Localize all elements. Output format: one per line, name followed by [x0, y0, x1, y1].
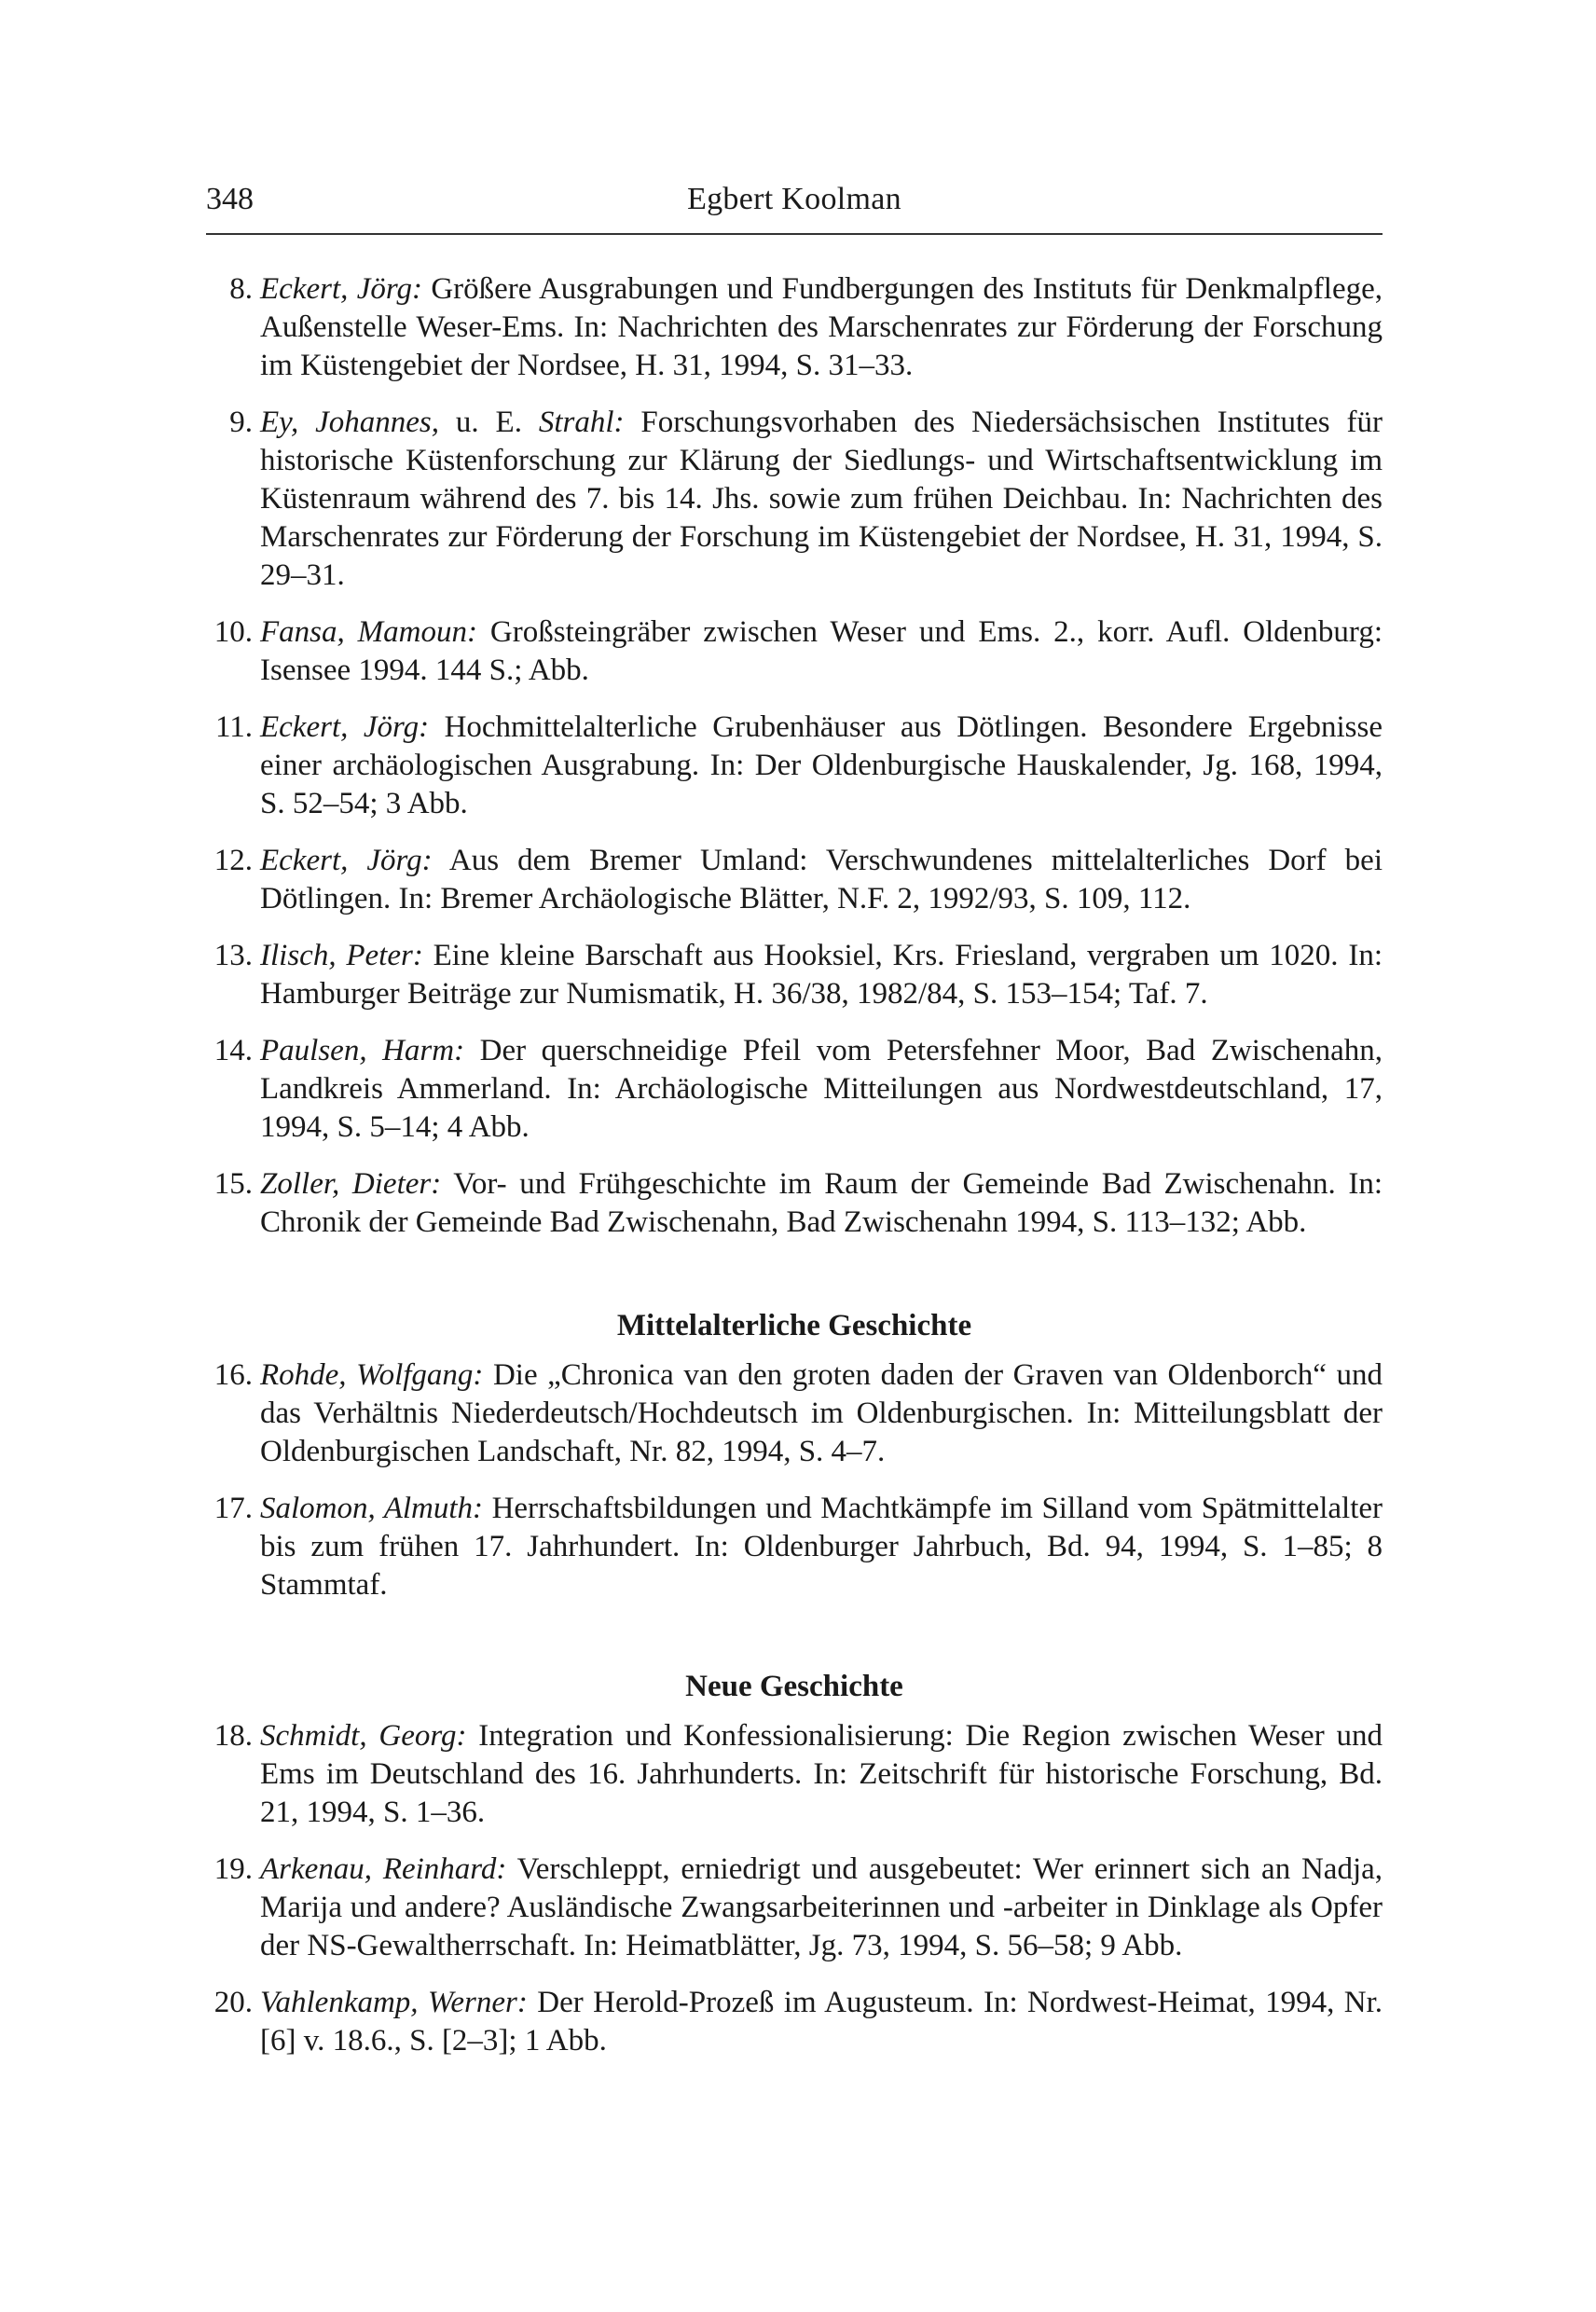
entry-author: Paulsen, Harm:	[260, 1034, 465, 1067]
entry-number: 17.	[213, 1492, 253, 1525]
entry-group-medieval	[206, 1356, 1383, 1604]
bibliography-entry	[206, 613, 1383, 690]
bibliography-entry	[206, 937, 1383, 1013]
entry-text: Der Herold-Prozeß im Augusteum. In: Nordwest-Heimat, 1994, Nr. [6] v. 18.6., S. [2–3]; 1 Abb.	[260, 1986, 1383, 2057]
page-header	[206, 182, 1383, 228]
entry-author: Rohde, Wolfgang:	[260, 1358, 484, 1392]
entry-number: 11.	[214, 710, 253, 744]
entry-text: Aus dem Bremer Umland: Verschwundenes mittelalterliches Dorf bei Dötlingen. In: Bremer Archäologische Blätter, N.F. 2, 1992/93, S. 109, 112.	[260, 844, 1383, 915]
bibliography-content	[206, 270, 1383, 2079]
entry-number: 8.	[229, 272, 253, 306]
page-number: 348	[206, 182, 254, 216]
entry-author: Vahlenkamp, Werner:	[260, 1986, 528, 2019]
bibliography-entry	[206, 1490, 1383, 1604]
entry-text: Hochmittelalterliche Grubenhäuser aus Dötlingen. Besondere Ergebnisse einer archäologischen Ausgrabung. In: Der Oldenburgische Hauskalender, Jg. 168, 1994, S. 52–54; 3 Abb.	[260, 710, 1383, 820]
entry-text: Herrschaftsbildungen und Machtkämpfe im Silland vom Spätmittelalter bis zum frühen 17. Jahrhundert. In: Oldenburger Jahrbuch, Bd. 94, 1994, S. 1–85; 8 Stammtaf.	[260, 1492, 1383, 1602]
entry-text: Integration und Konfessionalisierung: Die Region zwischen Weser und Ems im Deutschland des 16. Jahrhunderts. In: Zeitschrift für historische Forschung, Bd. 21, 1994, S. 1–36.	[260, 1719, 1383, 1829]
section-heading-medieval: Mittelalterliche Geschichte	[616, 1309, 972, 1342]
entry-number: 18.	[213, 1719, 253, 1753]
entry-number: 13.	[213, 939, 253, 972]
entry-text: Eine kleine Barschaft aus Hooksiel, Krs. Friesland, vergraben um 1020. In: Hamburger Beiträge zur Numismatik, H. 36/38, 1982/84, S. 153–154; Taf. 7.	[260, 939, 1383, 1011]
entry-number: 16.	[213, 1358, 253, 1392]
entry-number: 14.	[213, 1034, 253, 1067]
entry-number: 19.	[213, 1852, 253, 1886]
entry-text: Großsteingräber zwischen Weser und Ems. 2., korr. Aufl. Oldenburg: Isensee 1994. 144 S.; Abb.	[260, 615, 1383, 687]
bibliography-entry	[206, 1356, 1383, 1471]
entry-number: 10.	[213, 615, 253, 649]
running-title: Egbert Koolman	[687, 182, 901, 216]
entry-text: Die „Chronica van den groten daden der Graven van Oldenborch“ und das Verhältnis Niederdeutsch/Hochdeutsch im Oldenburgischen. In: Mitteilungsblatt der Oldenburgischen Landschaft, Nr. 82, 1994, S. 4–7.	[260, 1358, 1383, 1468]
entry-author: Ey, Johannes,	[260, 406, 440, 439]
entry-number: 15.	[213, 1167, 253, 1201]
entry-text: Größere Ausgrabungen und Fundbergungen des Instituts für Denkmalpflege, Außenstelle Weser-Ems. In: Nachrichten des Marschenrates zur Förderung der Forschung im Küstengebiet der Nordsee, H. 31, 1994, S. 31–33.	[260, 272, 1383, 382]
entry-author: Arkenau, Reinhard:	[260, 1852, 507, 1886]
bibliography-entry	[206, 842, 1383, 918]
section-heading-modern: Neue Geschichte	[685, 1670, 903, 1703]
bibliography-entry	[206, 404, 1383, 595]
bibliography-entry	[206, 1851, 1383, 1965]
entry-number: 12.	[213, 844, 253, 877]
entry-author: Fansa, Mamoun:	[260, 615, 477, 649]
entry-author: Eckert, Jörg:	[260, 710, 430, 744]
bibliography-entry	[206, 1032, 1383, 1147]
entry-number: 9.	[229, 406, 253, 439]
bibliography-entry	[206, 1984, 1383, 2060]
entry-author: Zoller, Dieter:	[260, 1167, 442, 1201]
entry-group-prehistory	[206, 270, 1383, 1242]
entry-author: Salomon, Almuth:	[260, 1492, 484, 1525]
entry-author: Eckert, Jörg:	[260, 272, 422, 306]
entry-text: Forschungsvorhaben des Niedersächsischen Institutes für historische Küstenforschung zur Klärung der Siedlungs- und Wirtschaftsentwicklung im Küstenraum während des 7. bis 14. Jhs. sowie zum frühen Deichbau. In: Nachrichten des Marschenrates zur Förderung der Forschung im Küstengebiet der Nordsee, H. 31, 1994, S. 29–31.	[260, 406, 1383, 592]
entry-number: 20.	[213, 1986, 253, 2019]
entry-text: Verschleppt, erniedrigt und ausgebeutet: Wer erinnert sich an Nadja, Marija und andere? Ausländische Zwangsarbeiterinnen und -arbeiter in Dinklage als Opfer der NS-Gewaltherrschaft. In: Heimatblätter, Jg. 73, 1994, S. 56–58; 9 Abb.	[260, 1852, 1383, 1962]
entry-group-modern	[206, 1717, 1383, 2060]
bibliography-entry	[206, 1165, 1383, 1242]
entry-text: Der querschneidige Pfeil vom Petersfehner Moor, Bad Zwischenahn, Landkreis Ammerland. In: Archäologische Mitteilungen aus Nordwestdeutschland, 17, 1994, S. 5–14; 4 Abb.	[260, 1034, 1383, 1144]
bibliography-entry	[206, 709, 1383, 823]
entry-author: Ilisch, Peter:	[260, 939, 423, 972]
entry-author-connector: u. E.	[439, 406, 539, 439]
bibliography-entry	[206, 270, 1383, 385]
entry-text: Vor- und Frühgeschichte im Raum der Gemeinde Bad Zwischenahn. In: Chronik der Gemeinde Bad Zwischenahn, Bad Zwischenahn 1994, S. 113–132; Abb.	[260, 1167, 1383, 1239]
header-rule	[206, 233, 1383, 235]
bibliography-entry	[206, 1717, 1383, 1832]
entry-author: Eckert, Jörg:	[260, 844, 433, 877]
entry-author: Schmidt, Georg:	[260, 1719, 467, 1753]
entry-coauthor: Strahl:	[538, 406, 625, 439]
